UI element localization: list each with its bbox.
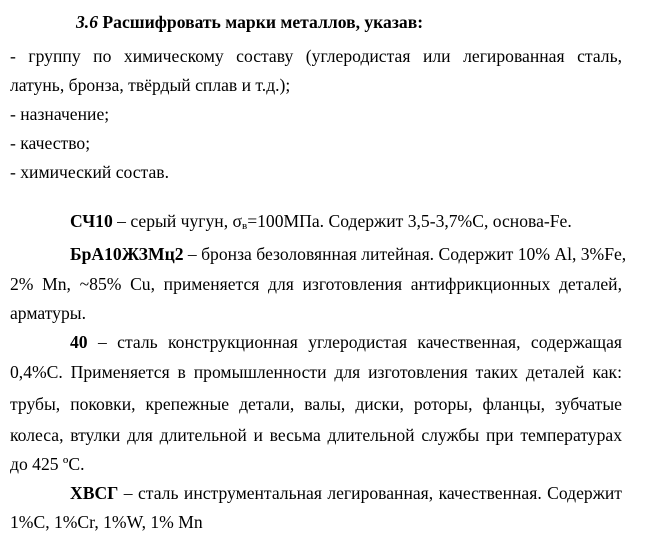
entry-text: 0,4%С. Применяется в промышленности для изготовления таких деталей как:	[10, 362, 622, 382]
requirement-line: - качество;	[10, 133, 91, 153]
entry-text: =100МПа. Содержит 3,5-3,7%С, основа-Fe.	[247, 211, 572, 231]
entry-text: арматуры.	[10, 303, 86, 323]
entry-text: – сталь конструкционная углеродистая качественная, содержащая	[87, 332, 622, 352]
entry-text: колеса, втулки для длительной и весьма длительной службы при температурах	[10, 425, 622, 445]
entry-text: до 425 ºС.	[10, 454, 85, 474]
entry-steel40	[70, 331, 622, 353]
entry-text: – сталь инструментальная легированная, качественная. Содержит	[118, 483, 622, 503]
entry-text: 1%С, 1%Cr, 1%W, 1% Mn	[10, 512, 203, 532]
entry-text: 2% Mn, ~85% Cu, применяется для изготовления антифрикционных деталей,	[10, 274, 622, 294]
task-title: Расшифровать марки металлов, указав:	[102, 12, 424, 32]
requirement-line: - химический состав.	[10, 162, 169, 182]
entry-hvsg	[70, 482, 622, 504]
requirement-line: - группу по химическому составу (углеродистая или легированная сталь,	[10, 46, 622, 66]
metal-mark: СЧ10	[70, 211, 113, 231]
task-number: 3.6	[76, 12, 98, 32]
entry-bra10	[70, 243, 627, 265]
metal-mark: 40	[70, 332, 88, 352]
metal-mark: ХВСГ	[70, 483, 119, 503]
entry-text: – бронза безоловянная литейная. Содержит 10% Al, 3%Fe,	[183, 244, 627, 264]
entry-text: – серый чугун, σ	[112, 211, 242, 231]
requirement-line: - назначение;	[10, 104, 110, 124]
metal-mark: БрА10ЖЗМц2	[70, 244, 184, 264]
entry-text: трубы, поковки, крепежные детали, валы, диски, роторы, фланцы, зубчатые	[10, 394, 622, 414]
entry-sch10	[70, 210, 622, 237]
sigma-subscript: в	[242, 220, 248, 232]
task-heading	[76, 11, 654, 33]
requirement-line: латунь, бронза, твёрдый сплав и т.д.);	[10, 75, 291, 95]
